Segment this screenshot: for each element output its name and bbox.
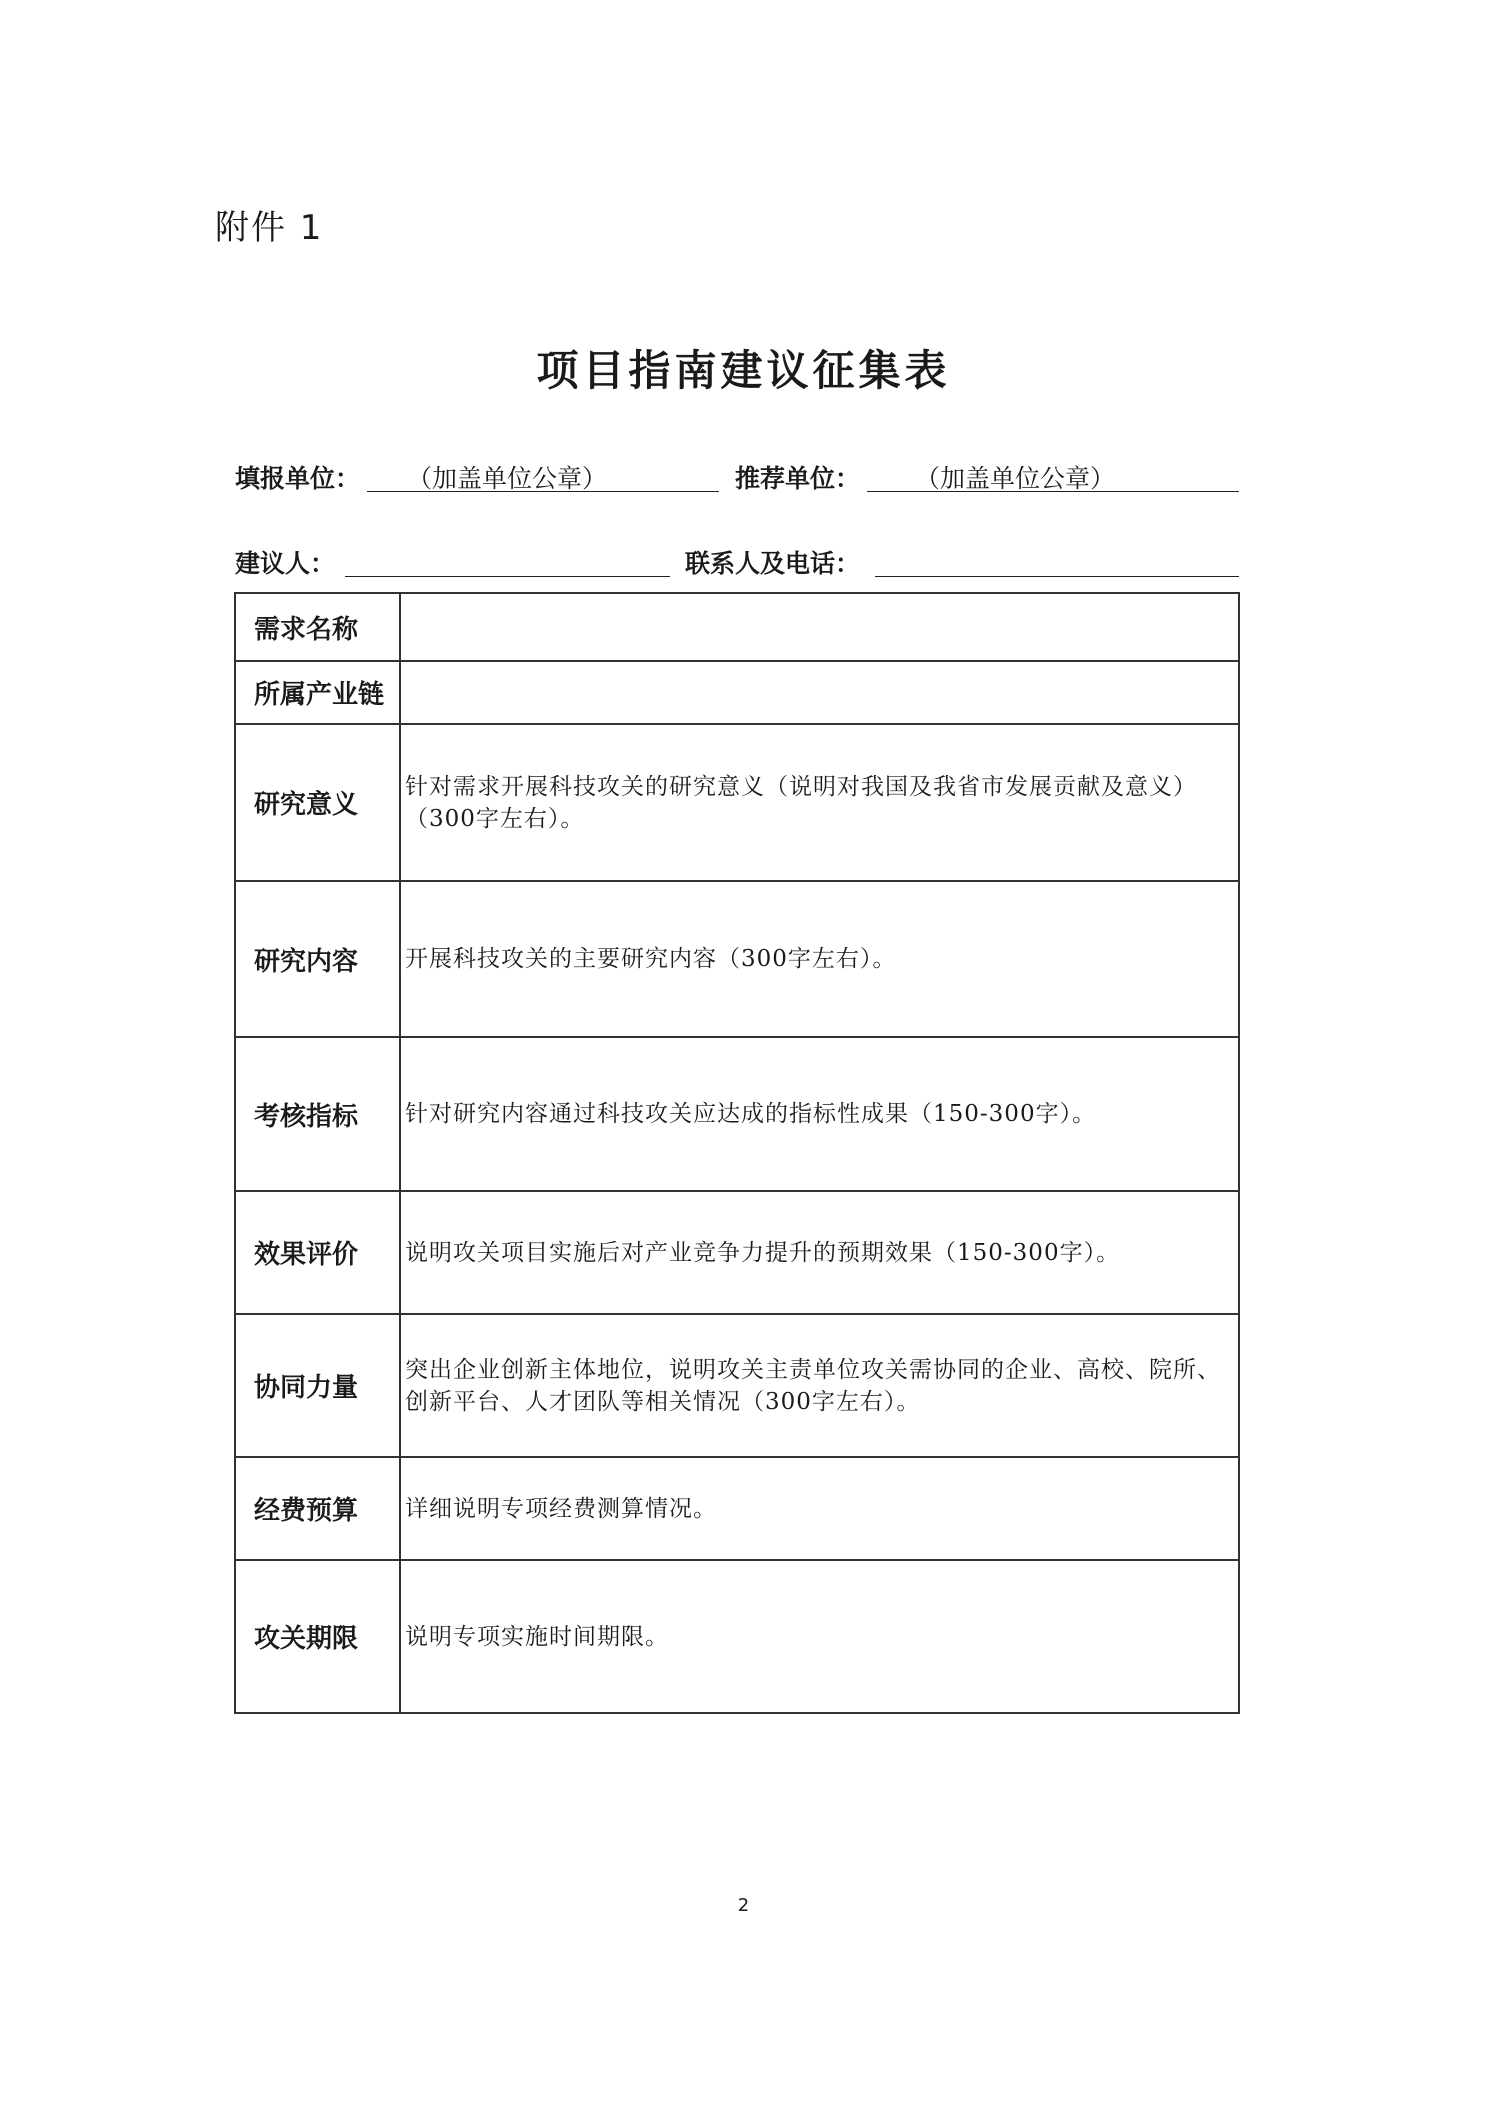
table-row	[235, 1314, 1239, 1457]
row-label: 研究内容	[235, 881, 400, 1037]
form-title: 项目指南建议征集表	[536, 346, 951, 395]
recommend-unit-value: （加盖单位公章）	[915, 464, 1116, 493]
table-row	[235, 1191, 1239, 1314]
row-content[interactable]: 针对研究内容通过科技攻关应达成的指标性成果（150-300字）。	[400, 1037, 1239, 1191]
proposer-label: 建议人：	[235, 549, 336, 578]
proposal-form-table	[234, 592, 1240, 1714]
fill-unit-label: 填报单位：	[235, 464, 361, 493]
row-content[interactable]: 突出企业创新主体地位，说明攻关主责单位攻关需协同的企业、高校、院所、创新平台、人才团队等相关情况（300字左右）。	[400, 1314, 1239, 1457]
row-content[interactable]: 详细说明专项经费测算情况。	[400, 1457, 1239, 1560]
row-label: 需求名称	[235, 593, 400, 661]
contact-info-row	[235, 540, 1240, 580]
attachment-label: 附件 1	[215, 208, 324, 248]
fill-unit-value: （加盖单位公章）	[407, 464, 608, 493]
page-number: 2	[737, 1895, 750, 1916]
table-row	[235, 1037, 1239, 1191]
unit-info-row	[235, 455, 1240, 495]
row-content[interactable]: 针对需求开展科技攻关的研究意义（说明对我国及我省市发展贡献及意义）（300字左右）。	[400, 724, 1239, 881]
row-content[interactable]: 说明攻关项目实施后对产业竞争力提升的预期效果（150-300字）。	[400, 1191, 1239, 1314]
row-label: 效果评价	[235, 1191, 400, 1314]
proposer-line[interactable]	[345, 576, 670, 577]
contact-label: 联系人及电话：	[685, 549, 861, 578]
row-label: 考核指标	[235, 1037, 400, 1191]
row-content[interactable]	[400, 593, 1239, 661]
table-row	[235, 661, 1239, 724]
row-label: 研究意义	[235, 724, 400, 881]
contact-line[interactable]	[875, 576, 1239, 577]
row-label: 经费预算	[235, 1457, 400, 1560]
recommend-unit-label: 推荐单位：	[735, 464, 861, 493]
row-content[interactable]	[400, 661, 1239, 724]
row-label: 攻关期限	[235, 1560, 400, 1713]
table-row	[235, 724, 1239, 881]
row-content[interactable]: 说明专项实施时间期限。	[400, 1560, 1239, 1713]
table-row	[235, 881, 1239, 1037]
table-row	[235, 1457, 1239, 1560]
table-row	[235, 1560, 1239, 1713]
row-content[interactable]: 开展科技攻关的主要研究内容（300字左右）。	[400, 881, 1239, 1037]
row-label: 协同力量	[235, 1314, 400, 1457]
table-row	[235, 593, 1239, 661]
row-label: 所属产业链	[235, 661, 400, 724]
